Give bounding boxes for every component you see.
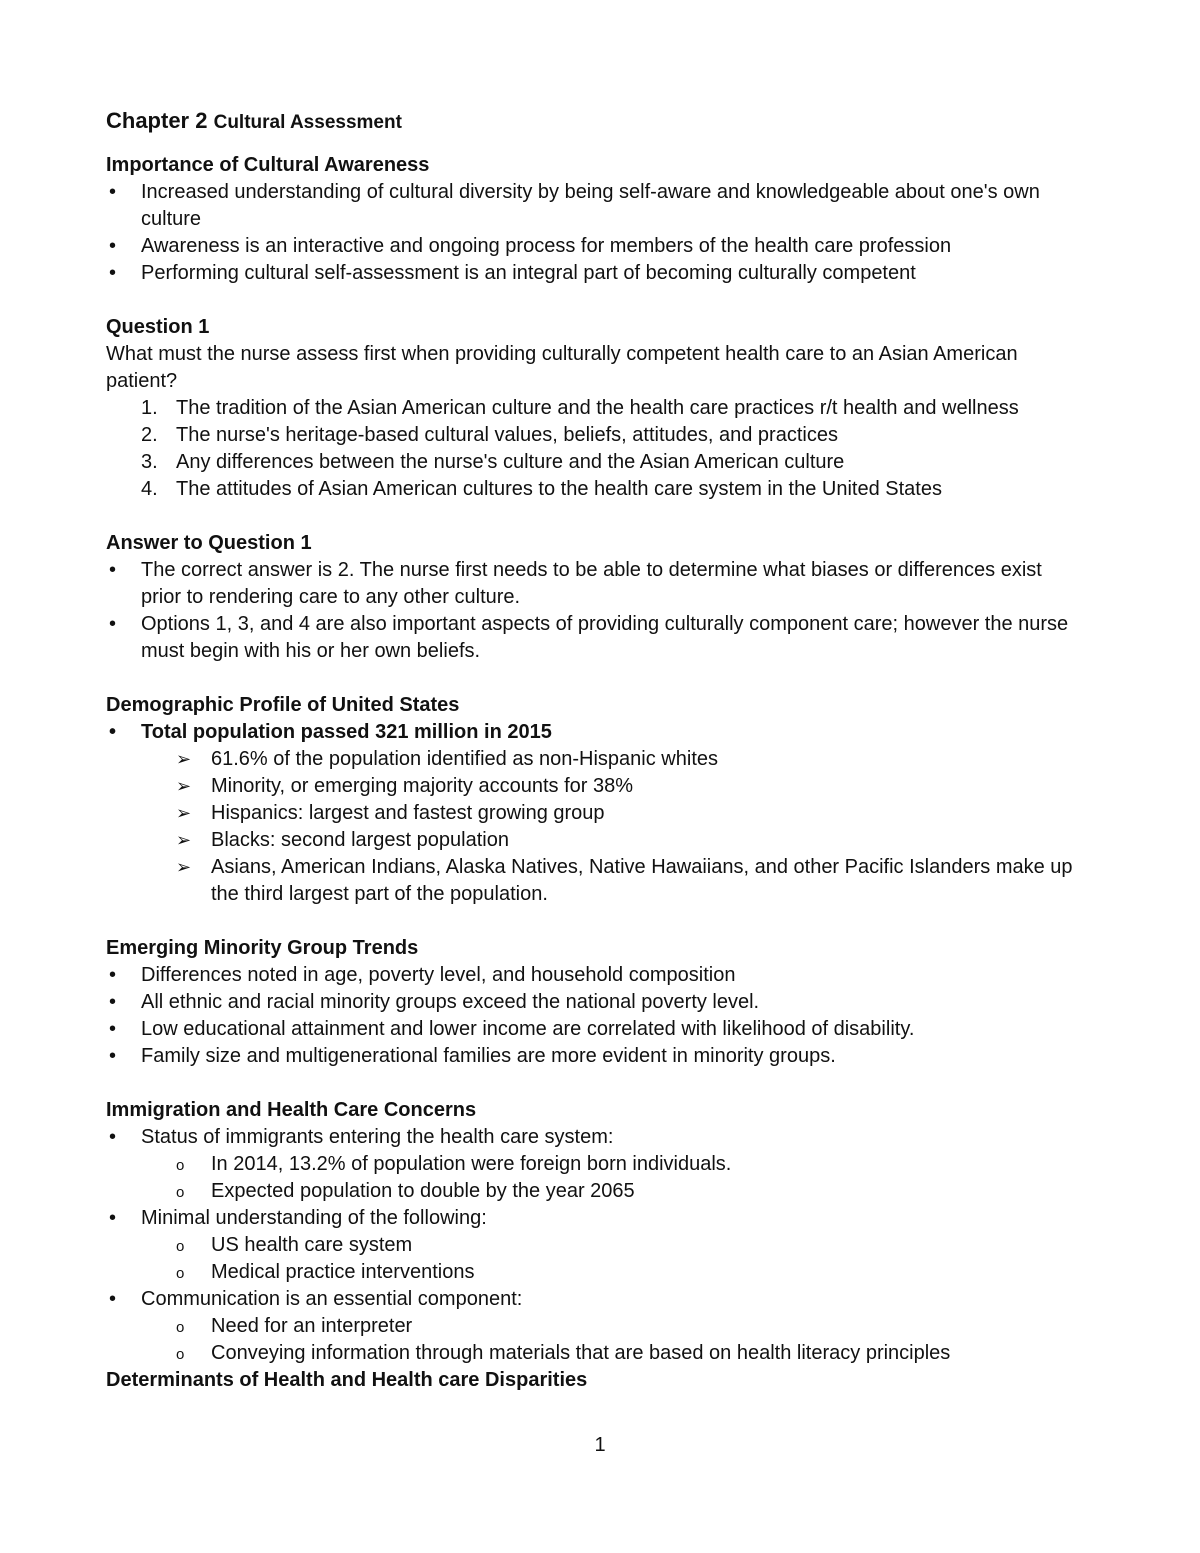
section-heading: Answer to Question 1	[106, 532, 312, 554]
list-item	[106, 1259, 1086, 1286]
circle-bullet-icon: o	[176, 1184, 185, 1201]
page-content	[106, 106, 1086, 1394]
list-item	[106, 1313, 1086, 1340]
list-item: • Performing cultural self-assessment is an integral part of becoming culturally competent	[106, 260, 1086, 287]
option-number: 4.	[141, 478, 158, 500]
sub-bullet-list	[106, 746, 1086, 908]
list-item: • Status of immigrants entering the health care system:	[106, 1124, 1086, 1151]
list-item	[106, 746, 1086, 773]
list-item-text: Conveying information through materials that are based on health literacy principles	[211, 1342, 951, 1364]
list-item-text: Asians, American Indians, Alaska Natives, Native Hawaiians, and other Pacific Islanders make up the third largest part of the population.	[211, 856, 1073, 905]
section-heading: Emerging Minority Group Trends	[106, 937, 419, 959]
list-item: • Minimal understanding of the following:	[106, 1205, 1086, 1232]
list-item	[106, 773, 1086, 800]
circle-bullet-icon: o	[176, 1346, 185, 1363]
list-item	[106, 1178, 1086, 1205]
bullet-list	[106, 1286, 1086, 1313]
bullet-list	[106, 719, 1086, 746]
list-item	[106, 854, 1086, 908]
section-determinants	[106, 1367, 1086, 1394]
list-item-text: Minority, or emerging majority accounts for 38%	[211, 775, 634, 797]
circle-bullet-icon: o	[176, 1157, 185, 1174]
section-heading: Immigration and Health Care Concerns	[106, 1099, 477, 1121]
bullet-list	[106, 179, 1086, 287]
section-question-1	[106, 314, 1086, 503]
circle-bullet-icon: o	[176, 1265, 185, 1282]
list-item	[106, 800, 1086, 827]
option-text: The tradition of the Asian American culture and the health care practices r/t health and wellness	[176, 397, 1019, 419]
question-prompt: What must the nurse assess first when providing culturally competent health care to an Asian American patient?	[106, 343, 1018, 392]
option-item	[106, 395, 1086, 422]
option-number: 3.	[141, 451, 158, 473]
list-item: • Awareness is an interactive and ongoing process for members of the health care profession	[106, 233, 1086, 260]
bullet-list	[106, 1124, 1086, 1151]
arrow-bullet-icon: ➢	[176, 830, 192, 850]
option-item	[106, 476, 1086, 503]
list-item-text: Blacks: second largest population	[211, 829, 509, 851]
bullet-list	[106, 962, 1086, 1070]
list-item-text: Expected population to double by the year 2065	[211, 1180, 635, 1202]
circle-bullet-icon: o	[176, 1238, 185, 1255]
list-item: • Low educational attainment and lower income are correlated with likelihood of disability.	[106, 1016, 1086, 1043]
list-item: • Communication is an essential component:	[106, 1286, 1086, 1313]
section-demographic	[106, 692, 1086, 908]
sub-bullet-list	[106, 1151, 1086, 1205]
list-item: • All ethnic and racial minority groups exceed the national poverty level.	[106, 989, 1086, 1016]
section-heading: Question 1	[106, 316, 210, 338]
list-item-text: In 2014, 13.2% of population were foreign born individuals.	[211, 1153, 732, 1175]
option-text: The attitudes of Asian American cultures to the health care system in the United States	[176, 478, 942, 500]
arrow-bullet-icon: ➢	[176, 857, 192, 877]
section-heading: Demographic Profile of United States	[106, 694, 460, 716]
section-immigration	[106, 1097, 1086, 1367]
option-item	[106, 422, 1086, 449]
section-importance	[106, 152, 1086, 287]
list-item	[106, 1151, 1086, 1178]
sub-bullet-list	[106, 1232, 1086, 1286]
chapter-subtitle: Cultural Assessment	[213, 112, 402, 133]
list-item	[106, 827, 1086, 854]
option-number: 1.	[141, 397, 158, 419]
arrow-bullet-icon: ➢	[176, 776, 192, 796]
section-heading: Importance of Cultural Awareness	[106, 154, 430, 176]
circle-bullet-icon: o	[176, 1319, 185, 1336]
list-item: • Increased understanding of cultural diversity by being self-aware and knowledgeable about one's own culture	[106, 179, 1086, 233]
section-answer-1	[106, 530, 1086, 665]
bullet-list	[106, 1205, 1086, 1232]
list-item: • Family size and multigenerational families are more evident in minority groups.	[106, 1043, 1086, 1070]
option-number: 2.	[141, 424, 158, 446]
option-item	[106, 449, 1086, 476]
list-item: • Total population passed 321 million in 2015	[106, 719, 1086, 746]
list-item: • Differences noted in age, poverty level, and household composition	[106, 962, 1086, 989]
list-item: • Options 1, 3, and 4 are also important aspects of providing culturally component care; however the nurse must begin with his or her own beliefs.	[106, 611, 1086, 665]
bullet-list	[106, 557, 1086, 665]
list-item: • The correct answer is 2. The nurse first needs to be able to determine what biases or differences exist prior to rendering care to any other culture.	[106, 557, 1086, 611]
list-item-text: Medical practice interventions	[211, 1261, 475, 1283]
option-text: The nurse's heritage-based cultural values, beliefs, attitudes, and practices	[176, 424, 838, 446]
list-item	[106, 1340, 1086, 1367]
section-heading: Determinants of Health and Health care Disparities	[106, 1369, 588, 1391]
list-item-text: US health care system	[211, 1234, 413, 1256]
arrow-bullet-icon: ➢	[176, 749, 192, 769]
chapter-label: Chapter 2	[106, 108, 208, 133]
option-list	[106, 395, 1086, 503]
arrow-bullet-icon: ➢	[176, 803, 192, 823]
section-trends	[106, 935, 1086, 1070]
list-item-text: Hispanics: largest and fastest growing group	[211, 802, 605, 824]
page-number: 1	[594, 1434, 606, 1456]
option-text: Any differences between the nurse's culture and the Asian American culture	[176, 451, 845, 473]
page-title	[106, 106, 1086, 138]
sub-bullet-list	[106, 1313, 1086, 1367]
list-item	[106, 1232, 1086, 1259]
list-item-text: 61.6% of the population identified as non-Hispanic whites	[211, 748, 718, 770]
list-item-text: Need for an interpreter	[211, 1315, 413, 1337]
